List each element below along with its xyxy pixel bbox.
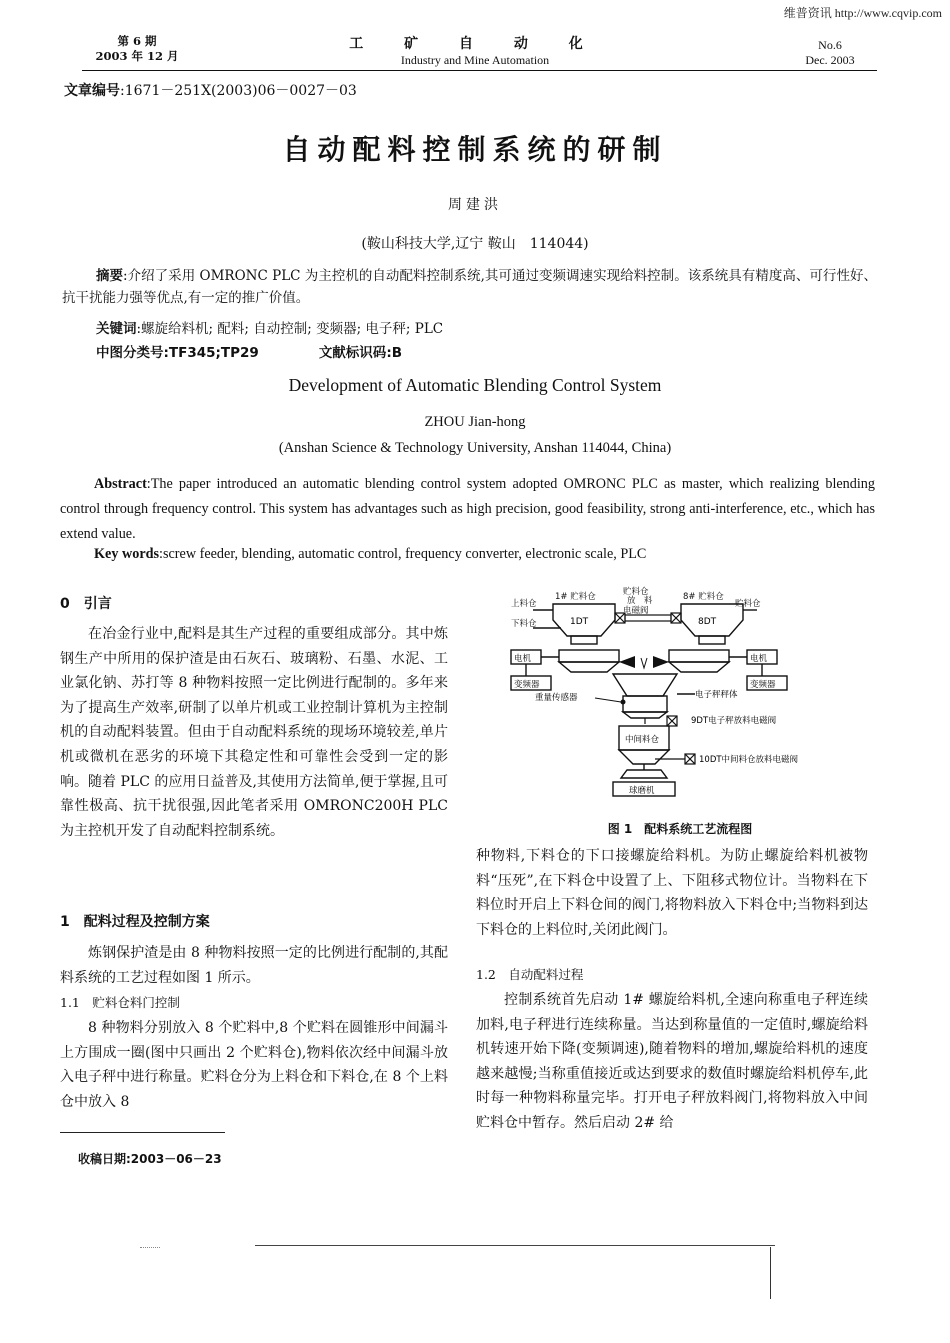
received-date: 收稿日期:2003－06－23	[78, 1152, 222, 1166]
label-scale-body: 电子秤秤体	[695, 690, 738, 700]
label-motor-left: 电机	[514, 654, 532, 664]
clc-value: :TF345;TP29	[163, 345, 259, 361]
section-1-paragraph: 炼钢保护渣是由 8 种物料按照一定的比例进行配制的,其配料系统的工艺过程如图 1 所示。	[60, 945, 448, 986]
section-1-1-title: 1.1 贮料仓料门控制	[60, 995, 180, 1010]
label-valve-9dt: 9DT电子秤放料电磁阀	[691, 716, 777, 726]
valve-10dt-icon	[655, 754, 695, 764]
watermark: 维普资讯 http://www.cqvip.com	[783, 6, 942, 20]
keywords-cn-text: :螺旋给料机; 配料; 自动控制; 变频器; 电子秤; PLC	[136, 321, 444, 337]
section-0-title: 0 引言	[60, 596, 112, 612]
date-en: Dec. 2003	[805, 53, 855, 67]
abstract-cn-text: :介绍了采用 OMRONC PLC 为主控机的自动配料控制系统,其可通过变频调速实现给料控制。该系统具有精度高、可行性好、抗干扰能力强等优点,有一定的推广价值。	[62, 268, 877, 306]
label-valve-top: 贮料仓	[623, 587, 649, 597]
english-author: ZHOU Jian-hong	[424, 414, 526, 430]
section-1-1-paragraph: 8 种物料分别放入 8 个贮料中,8 个贮料在圆锥形中间漏斗上方围成一圈(图中只画出 2 个贮料仓),物料依次经中间漏斗放入电子秤中进行称量。贮料仓分为上料仓和下料仓,在 8 个上料仓中放入 8	[60, 1020, 448, 1110]
right-storage-bin	[681, 604, 757, 644]
label-weight-sensor: 重量传感器	[535, 693, 578, 703]
header-issue-cn	[82, 34, 192, 64]
screw-feeder-right	[669, 650, 729, 672]
article-number-value: :1671－251X(2003)06－0027－03	[120, 83, 357, 99]
label-valve-10dt: 10DT中间料仓放料电磁阀	[699, 755, 799, 765]
header-journal	[320, 33, 630, 68]
footnote-rule	[60, 1132, 225, 1133]
section-1-2-title: 1.2 自动配料过程	[476, 967, 584, 982]
label-bin-right: 贮料仓	[735, 599, 761, 609]
section-0-paragraph: 在冶金行业中,配料是其生产过程的重要组成部分。其中炼钢生产中所用的保护渣是由石灰石、玻璃粉、石墨、水泥、工业氯化钠、苏打等 8 种物料按照一定比例进行配制的。多年来为了提高生产效率,研制了以单片机或工业控制计算机为主控制机的自动配料装置。但由于自动配料系统的现场环境较差,单片机或微机在恶劣的环境下其稳定性和可靠性会受到一定的影响。随着 PLC 的应用日益普及,其使用方法简单,便于掌握,且可靠性极高、抗干扰很强,因此笔者采用 OMRONC200H PLC 为主控机开发了自动配料控制系统。	[60, 626, 448, 839]
label-8dt: 8DT	[698, 617, 717, 627]
section-1-title: 1 配料过程及控制方案	[60, 914, 210, 930]
keywords-cn	[96, 317, 443, 337]
english-abstract	[60, 472, 875, 547]
article-number	[64, 80, 357, 100]
abstract-cn-label: 摘要	[96, 268, 124, 284]
issue-en: No.6	[818, 38, 842, 52]
label-motor-right: 电机	[750, 654, 768, 664]
bottom-dotted-rule	[140, 1247, 160, 1248]
paper-title: 自动配料控制系统的研制	[282, 133, 668, 166]
weight-sensor-dot	[621, 700, 626, 705]
english-keywords-text: :screw feeder, blending, automatic control, frequency converter, electronic scale, PLC	[159, 546, 647, 562]
section-1-1-continued: 种物料,下料仓的下口接螺旋给料机。为防止螺旋给料机被物料“压死”,在下料仓中设置了上、下阻移式物位计。当物料在下料位时开启上下料仓间的阀门,将物料放入下料仓中;当物料到达下料仓的上料位时,关闭此阀门。	[476, 848, 868, 938]
english-affiliation: (Anshan Science & Technology University, Anshan 114044, China)	[278, 440, 672, 456]
classification	[96, 341, 402, 361]
figure-1-process-diagram	[495, 584, 865, 814]
figure-1-caption: 图 1 配料系统工艺流程图	[607, 822, 753, 836]
english-title: Development of Automatic Blending Control System	[288, 375, 662, 395]
label-bin1: 1# 贮料仓	[555, 592, 596, 602]
screw-feeder-left	[559, 650, 619, 672]
label-lower-bin: 下料仓	[511, 619, 537, 629]
bottom-rule	[255, 1245, 775, 1246]
label-valve-mid: 放 料	[627, 596, 653, 606]
issue-cn: 第 6 期	[117, 34, 157, 48]
electronic-scale	[613, 674, 695, 718]
central-hopper	[619, 656, 669, 668]
doc-code-value: :B	[386, 345, 403, 361]
label-upper-bin: 上料仓	[511, 599, 537, 609]
date-cn: 2003 年 12 月	[95, 49, 179, 63]
valve-icon-right	[671, 613, 681, 623]
intermediate-bin	[619, 726, 669, 770]
header-issue-en	[790, 38, 870, 68]
label-bin8: 8# 贮料仓	[683, 592, 724, 602]
section-1-2-paragraph: 控制系统首先启动 1# 螺旋给料机,全速向称重电子秤连续加料,电子秤进行连续称量。当达到称量值的一定值时,螺旋给料机转速开始下降(变频调速),随着物料的增加,螺旋给料机的速度越来越慢;当称重值接近或达到要求的数值时螺旋给料机停车,此时每一种物料称量完毕。打开电子秤放料阀门,将物料放入中间贮料仓中暂存。然后启动 2# 给	[476, 992, 868, 1131]
valve-icon-left	[615, 613, 625, 623]
journal-en: Industry and Mine Automation	[400, 53, 550, 67]
keywords-cn-label: 关键词	[96, 321, 137, 337]
label-intermediate-bin: 中间料仓	[625, 735, 660, 745]
bottom-vertical-mark	[770, 1247, 771, 1299]
english-keywords	[94, 546, 646, 563]
header-rule	[82, 70, 877, 71]
abstract-cn	[62, 265, 877, 309]
english-abstract-label: Abstract	[94, 476, 147, 492]
author: 周建洪	[448, 197, 502, 213]
english-keywords-label: Key words	[94, 546, 160, 562]
journal-cn: 工 矿 自 动 化	[349, 36, 601, 52]
label-valve-bot: 电磁阀	[623, 606, 649, 616]
clc-label: 中图分类号	[96, 345, 164, 361]
label-ball-mill: 球磨机	[629, 786, 655, 796]
english-abstract-text: :The paper introduced an automatic blending control system adopted OMRONC PLC as master, which realizing blending control through frequency control. This system has advantages such as high precision, good feasibility, strong anti-interference, etc., which has extend value.	[60, 476, 875, 542]
article-number-label: 文章编号	[64, 83, 120, 99]
label-inverter-left: 变频器	[514, 680, 540, 690]
label-inverter-right: 变频器	[750, 680, 776, 690]
affiliation: (鞍山科技大学,辽宁 鞍山 114044)	[361, 236, 589, 252]
label-1dt: 1DT	[570, 617, 589, 627]
doc-code-label: 文献标识码	[318, 345, 387, 361]
